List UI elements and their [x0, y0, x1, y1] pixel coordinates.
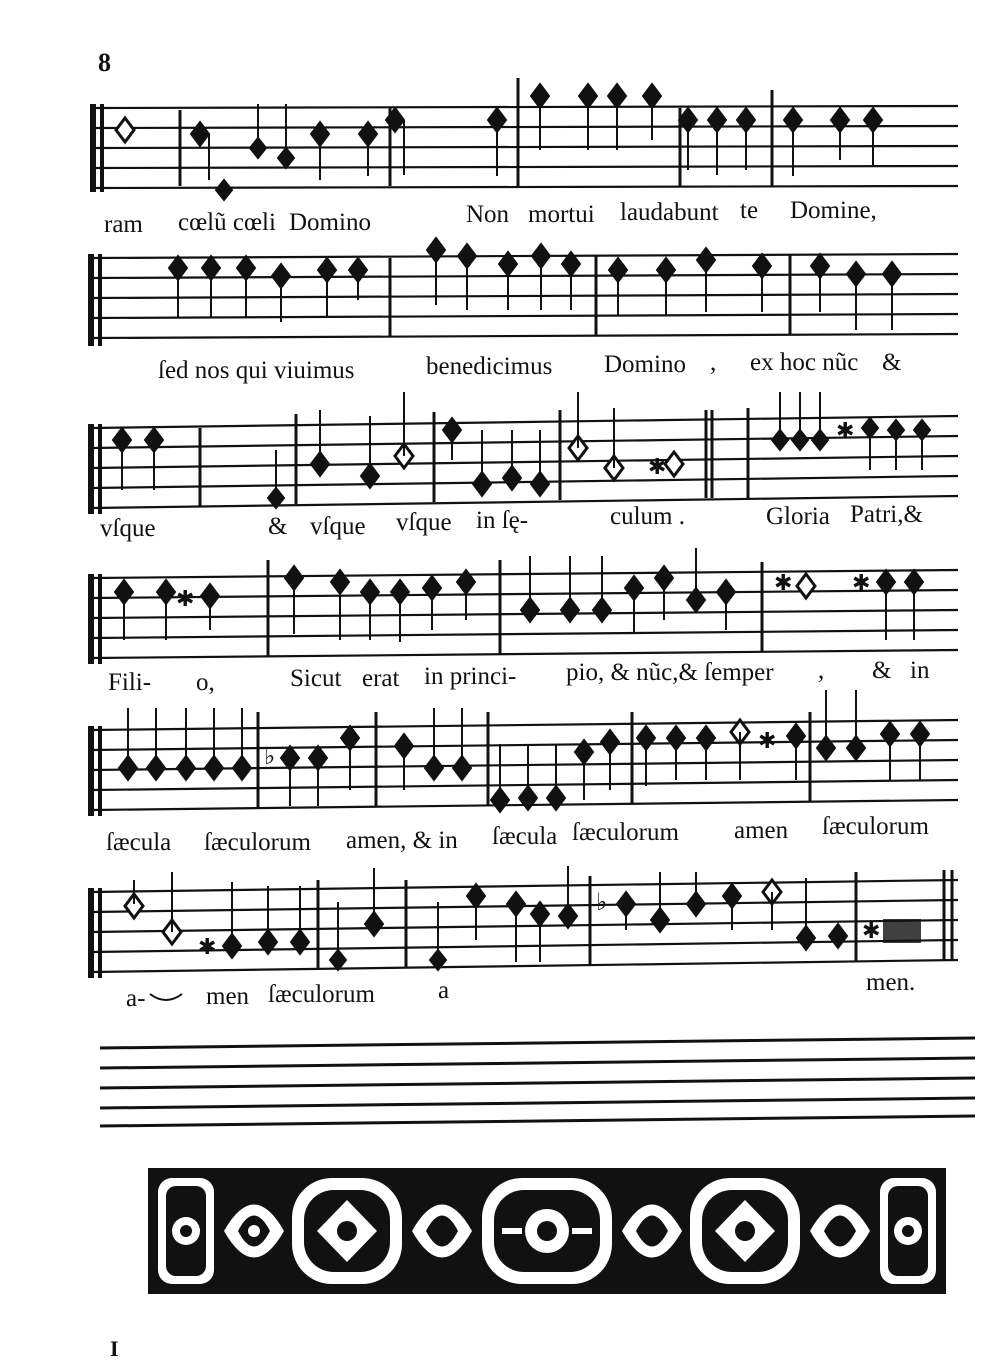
- lyric: vſque: [396, 509, 452, 536]
- lyric: ſæculorum: [268, 981, 375, 1008]
- lyric: ſæcula: [106, 829, 172, 856]
- lyric: ſæculorum: [204, 829, 311, 856]
- lyric: Domino: [289, 209, 371, 236]
- ligature-mark: [146, 988, 186, 1008]
- lyric: te: [740, 197, 759, 224]
- lyric: in princi-: [424, 663, 517, 690]
- lyric: ſed nos qui viuimus: [158, 357, 355, 384]
- lyric: cœlũ cœli: [178, 209, 276, 236]
- lyric: in ſę-: [476, 507, 529, 534]
- corner-mark: I: [110, 1336, 119, 1361]
- lyric: a-: [126, 985, 146, 1012]
- svg-text:✱: ✱: [648, 455, 667, 480]
- lyric: ,: [710, 349, 717, 376]
- lyric: amen, & in: [346, 827, 458, 854]
- lyric: in: [910, 657, 930, 684]
- decorative-border-ornament: [148, 1168, 946, 1294]
- svg-text:✱: ✱: [852, 571, 871, 596]
- lyric: culum .: [610, 503, 685, 530]
- lyric: mortui: [528, 201, 595, 228]
- svg-text:✱: ✱: [198, 935, 217, 960]
- lyric: ,: [818, 657, 825, 684]
- lyric: erat: [362, 665, 400, 692]
- lyric: &: [268, 513, 288, 540]
- lyric: Non: [466, 201, 510, 228]
- lyric: o,: [196, 669, 215, 696]
- svg-text:♭: ♭: [596, 888, 608, 916]
- svg-text:✱: ✱: [758, 729, 777, 754]
- empty-staff: [0, 1010, 1000, 1130]
- lyric: ex hoc nũc: [750, 349, 859, 376]
- lyric: Gloria: [766, 503, 830, 530]
- svg-text:✱: ✱: [774, 571, 793, 596]
- lyric: a: [438, 977, 450, 1004]
- lyric: &: [882, 349, 902, 376]
- svg-text:♭: ♭: [264, 742, 276, 770]
- lyric: Domino: [604, 351, 686, 378]
- svg-text:✱: ✱: [176, 587, 195, 612]
- page-number: 8: [98, 48, 111, 77]
- lyric: Fili-: [108, 669, 152, 696]
- lyric: &: [872, 657, 892, 684]
- lyric: pio, & nũc,& ſemper: [566, 659, 774, 686]
- lyric: vſque: [310, 513, 366, 540]
- lyric: ſæculorum: [572, 819, 679, 846]
- lyric: ſæcula: [492, 823, 558, 850]
- svg-text:✱: ✱: [836, 419, 855, 444]
- lyric: vſque: [100, 515, 156, 542]
- lyric: Patri,&: [850, 501, 923, 528]
- lyric: Sicut: [290, 665, 342, 692]
- lyric: men.: [866, 969, 916, 996]
- lyric: benedicimus: [426, 353, 553, 380]
- lyric: ram: [104, 211, 143, 238]
- svg-text:✱: ✱: [862, 919, 881, 944]
- lyric: Domine,: [790, 197, 877, 224]
- lyric: ſæculorum: [822, 813, 929, 840]
- lyric: laudabunt: [620, 199, 719, 226]
- lyric: amen: [734, 817, 789, 844]
- lyric: men: [206, 983, 250, 1010]
